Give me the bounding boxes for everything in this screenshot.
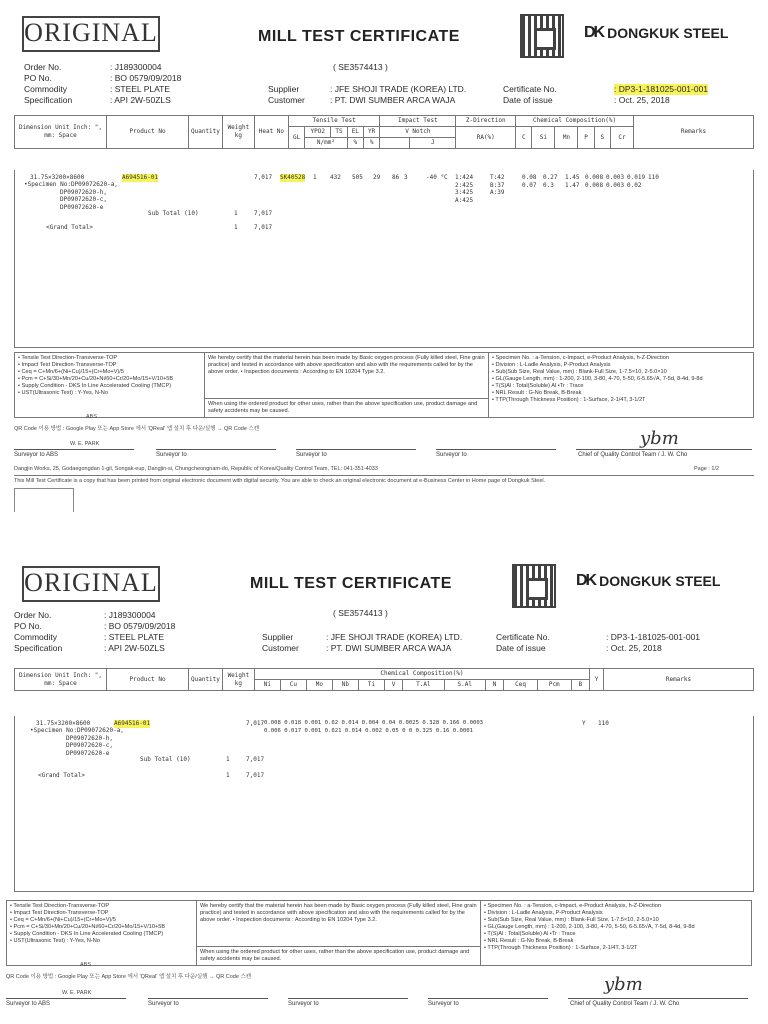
reference-number: ( SE3574413 )	[333, 62, 388, 72]
header-mid-labels: Supplier Customer	[262, 632, 299, 653]
grand-total-weight: 7,017	[246, 772, 265, 779]
product-number: A694516-01	[122, 174, 159, 181]
reference-number: ( SE3574413 )	[333, 608, 388, 618]
yield-value: 432	[330, 174, 341, 181]
gauge-length: 1	[313, 174, 317, 181]
chief-signature: ybm	[640, 428, 679, 449]
dongkuk-logo	[576, 572, 720, 590]
legend-notes: • Specimen No. : a-Tension, c-Impact, e-Product Analysis, h-Z-Direction • Division : L-Ladle Analysis, P-Product Analysis • Sub(Sub Size, Real Value, mm) : Blank-Full Size, 1-7.5×10, 2-5.0×10 • GL(Gauge Length, mm) : 1-200, 2-100, 3-80, 4-70, 5-50, 6-5.65√A, 7-5d, 8-4d, 9-8d • T(S)Al : Total(Soluble) Al •Tr : Trace • NRL Result : G-No Break, B-Break • TTP(Through Thickness Position) : 1-Surface, 2-1/4T, 3-1/2T	[492, 355, 703, 403]
subtotal-label: Sub Total (10)	[140, 756, 191, 763]
chromium-values: 0.019 0.02	[627, 174, 646, 189]
chemical-header-table: Dimension Unit Inch: ", mm: Space Product No Quantity Weight kg Chemical Composition(%) Y Remarks Ni Cu Mo Nb Ti V T.Al S.Al N Ceq Pcm B	[14, 668, 754, 691]
brand-name: DONGKUK STEEL	[599, 573, 721, 589]
surveyor-label-3: Surveyor to	[428, 1001, 459, 1007]
test-number: 3	[404, 174, 408, 181]
footer-notes-box: • Tensile Test Direction-Transverse-TOP • Impact Test Direction-Transverse-TOP • Ceq = C+Mn/6+(Ni+Cu)/15+(Cr+Mo+V)/5 • Pcm = C+Si/30+Mn/20+Cu/20+Ni/60+Cr/20+Mo/15+V/10+5B • Supply Condition - DKS In Line Accelerated Cooling (TMCP) • UST(Ultrasonic Test) : Y-Yes, N-No We hereby certify that the material herein has been made by Basic oxygen process (Fully killed steel, Fine grain practice) and tested in accordance with above specification and also with the requirements called for by the above order. • Inspection documents : According to EN 10204 Type 3.2. When using the ordered product for other uses, rather than the above specification use, product damage and safety accidents may be caused. • Specimen No. : a-Tension, c-Impact, e-Product Analysis, h-Z-Direction • Division : L-Ladle Analysis, P-Product Analysis • Sub(Sub Size, Real Value, mm) : Blank-Full Size, 1-7.5×10, 2-5.0×10 • GL(Gauge Length, mm) : 1-200, 2-100, 3-80, 4-70, 5-50, 6-5.65√A, 7-5d, 8-4d, 9-8d • T(S)Al : Total(Soluble) Al •Tr : Trace • NRL Result : G-No Break, B-Break • TTP(Through Thickness Position) : 1-Surface, 2-1/4T, 3-1/2T	[6, 900, 752, 966]
address-line: Dangjin Works, 25, Godaegongdan 1-gil, Songak-eup, Dangjin-si, Chungcheongnam-do, Republic of Korea/Quality Control Team, TEL: 041-351-4033	[14, 466, 754, 476]
specimen-list: •Specimen No:DP09072620-a, DP09072620-h, DP09072620-c, DP09072620-e	[24, 181, 118, 211]
surveyor-name: W. E. PARK	[62, 990, 92, 996]
grand-total-qty: 1	[234, 224, 238, 231]
document-title: MILL TEST CERTIFICATE	[250, 575, 452, 592]
header-right-labels: Certificate No. Date of issue	[496, 632, 550, 653]
sulfur-values: 0.003 0.003	[606, 174, 625, 189]
signature-line-3	[428, 998, 548, 999]
signature-line-3	[436, 449, 556, 450]
heat-number: SK40528	[280, 174, 306, 181]
page-number: Page : 1/2	[694, 466, 720, 472]
grand-total-label: <Grand Total>	[46, 224, 93, 231]
header-left-labels: Order No. PO No. Commodity Specification	[24, 62, 73, 105]
certificate-no: : DP3-1-181025-001-001	[614, 84, 709, 94]
signature-line-chief	[576, 449, 752, 450]
surveyor-label-3: Surveyor to	[436, 452, 467, 458]
footer-notes-box	[14, 352, 754, 418]
original-badge: ORIGINAL	[22, 566, 160, 602]
signature-line-1	[156, 449, 276, 450]
tensile-value: 505	[352, 174, 363, 181]
surveyor-label-1: Surveyor to	[148, 1001, 179, 1007]
ust-value: Y	[582, 720, 586, 727]
subtotal-label: Sub Total (10)	[148, 210, 199, 217]
chief-label: Chief of Quality Control Team / J. W. Cho	[570, 1001, 680, 1007]
subtotal-weight: 7,017	[246, 756, 265, 763]
dimension-value: 31.75×3200×8600	[30, 174, 85, 181]
order-no: : J189300004	[110, 62, 162, 72]
silicon-values: 0.27 0.3	[543, 174, 558, 189]
certificate-page-2	[0, 544, 768, 1024]
header-left-labels: Order No. PO No. Commodity Specification	[14, 610, 63, 653]
grand-total-qty: 1	[226, 772, 230, 779]
commodity: : STEEL PLATE	[110, 84, 170, 94]
chief-signature: ybm	[604, 974, 643, 995]
test-results-body	[14, 170, 754, 348]
signature-line-1	[148, 998, 268, 999]
header-left-values: : J189300004 : BO 0579/09/2018 : STEEL PLATE : API 2W-50ZLS	[104, 610, 176, 653]
test-results-header-table: Dimension Unit Inch: ", mm: Space Product No Quantity Weight kg Heat No Tensile Test Impact Test Z-Direction Chemical Composition(%) Remarks GL YPO2 TS EL YR V Notch RA(%) C Si Mn P S Cr N/mm² % % J	[14, 115, 754, 149]
dimension-value: 31.75×3200×8600	[36, 720, 91, 727]
dongkuk-logo	[584, 24, 728, 42]
abs-stamp-label: ABS	[86, 414, 98, 420]
subtotal-weight: 7,017	[254, 210, 273, 217]
carbon-values: 0.08 0.07	[522, 174, 537, 189]
chem-values-line-2: 0.006 0.017 0.001 0.021 0.014 0.002 0.05 0 0 0.325 0.16 0.0001	[264, 728, 473, 734]
qr-instructions: QR Code 이용 방법 : Google Play 또는 App Store 에서 'QReal' 앱 설치 후 다운/실행 → QR Code 스캔	[14, 426, 260, 432]
header-mid-values	[330, 84, 466, 106]
supplier: : JFE SHOJI TRADE (KOREA) LTD.	[330, 84, 467, 94]
signature-line-chief	[568, 998, 748, 999]
surveyor-name: W. E. PARK	[70, 441, 100, 447]
qr-instructions: QR Code 이용 방법 : Google Play 또는 App Store 에서 'QReal' 앱 설치 후 다운/실행 → QR Code 스캔	[6, 974, 252, 980]
weight-value: 7,017	[246, 720, 265, 727]
brand-name: DONGKUK STEEL	[607, 25, 729, 41]
subtotal-qty: 1	[234, 210, 238, 217]
certification-statement: We hereby certify that the material herein has been made by Basic oxygen process (Fully killed steel, Fine grain practice) and tested in accordance with above specification and also with the requirements called for by the above order. • Inspection documents : According to EN 10204 Type 3.2. When using the ordered product for other uses, rather than the above specification use, product damage and safety accidents may be caused.	[205, 353, 489, 417]
chief-label: Chief of Quality Control Team / J. W. Cho	[578, 452, 688, 458]
elongation-value: 29	[373, 174, 381, 181]
weight-value: 7,017	[254, 174, 273, 181]
header-right-labels: Certificate No. Date of issue	[503, 84, 557, 105]
remarks-value: 110	[648, 174, 659, 181]
qr-code-icon	[512, 564, 556, 608]
grand-total-label: <Grand Total>	[38, 772, 85, 779]
copy-notice: This Mill Test Certificate is a copy that has been printed from original electronic document with digital security. You are able to check an original electronic document at e-Business Center in Home page of Dongkuk Steel.	[14, 478, 546, 484]
impact-temperature: -40 °C	[426, 174, 448, 181]
customer: : PT. DWI SUMBER ARCA WAJA	[330, 95, 456, 105]
surveyor-label-2: Surveyor to	[288, 1001, 319, 1007]
header-left-values	[110, 62, 181, 106]
stamp-box	[14, 488, 74, 512]
header-right-values	[614, 84, 708, 106]
issue-date: : Oct. 25, 2018	[614, 95, 670, 105]
yield-ratio-value: 86	[392, 174, 400, 181]
phosphorus-values: 0.008 0.008	[585, 174, 604, 189]
z-direction-values: T:42 B:37 A:39	[490, 174, 505, 196]
specimen-list: •Specimen No:DP09072620-a, DP09072620-h, DP09072620-c, DP09072620-e	[30, 727, 124, 757]
test-notes: • Tensile Test Direction-Transverse-TOP • Impact Test Direction-Transverse-TOP • Ceq = C+Mn/6+(Ni+Cu)/15+(Cr+Mo+V)/5 • Pcm = C+Si/30+Mn/20+Cu/20+Ni/60+Cr/20+Mo/15+V/10+5B • Supply Condition - DKS In Line Accelerated Cooling (TMCP) • UST(Ultrasonic Test) : Y-Yes, N-No	[15, 353, 205, 417]
signature-line-2	[296, 449, 416, 450]
signature-line-abs	[14, 449, 134, 450]
qr-code-icon	[520, 14, 564, 58]
surveyor-abs-label: Surveyor to ABS	[6, 1001, 51, 1007]
signature-line-2	[288, 998, 408, 999]
surveyor-label-2: Surveyor to	[296, 452, 327, 458]
remarks-value: 110	[598, 720, 609, 727]
po-no: : BO 0579/09/2018	[110, 73, 182, 83]
dk-mark-icon: DK	[584, 24, 604, 41]
grand-total-weight: 7,017	[254, 224, 273, 231]
header-right-values: : DP3-1-181025-001-001 : Oct. 25, 2018	[606, 632, 701, 653]
original-badge: ORIGINAL	[22, 16, 160, 52]
header-mid-labels: Supplier Customer	[268, 84, 305, 105]
surveyor-abs-label: Surveyor to ABS	[14, 452, 59, 458]
header-mid-values: : JFE SHOJI TRADE (KOREA) LTD. : PT. DWI SUMBER ARCA WAJA	[326, 632, 463, 653]
document-title: MILL TEST CERTIFICATE	[258, 28, 460, 45]
chem-values-line-1: 0.008 0.018 0.001 0.02 0.014 0.004 0.04 0.0025 0.328 0.166 0.0003	[264, 720, 484, 726]
impact-values: 1:424 2:425 3:425 A:425	[455, 174, 474, 204]
signature-line-abs	[6, 998, 126, 999]
subtotal-qty: 1	[226, 756, 230, 763]
dk-mark-icon: DK	[576, 572, 596, 589]
abs-stamp-label: ABS	[80, 962, 92, 968]
specification: : API 2W-50ZLS	[110, 95, 171, 105]
surveyor-label-1: Surveyor to	[156, 452, 187, 458]
product-number: A694516-01	[114, 720, 151, 727]
manganese-values: 1.45 1.47	[565, 174, 580, 189]
chemical-body	[14, 716, 754, 892]
